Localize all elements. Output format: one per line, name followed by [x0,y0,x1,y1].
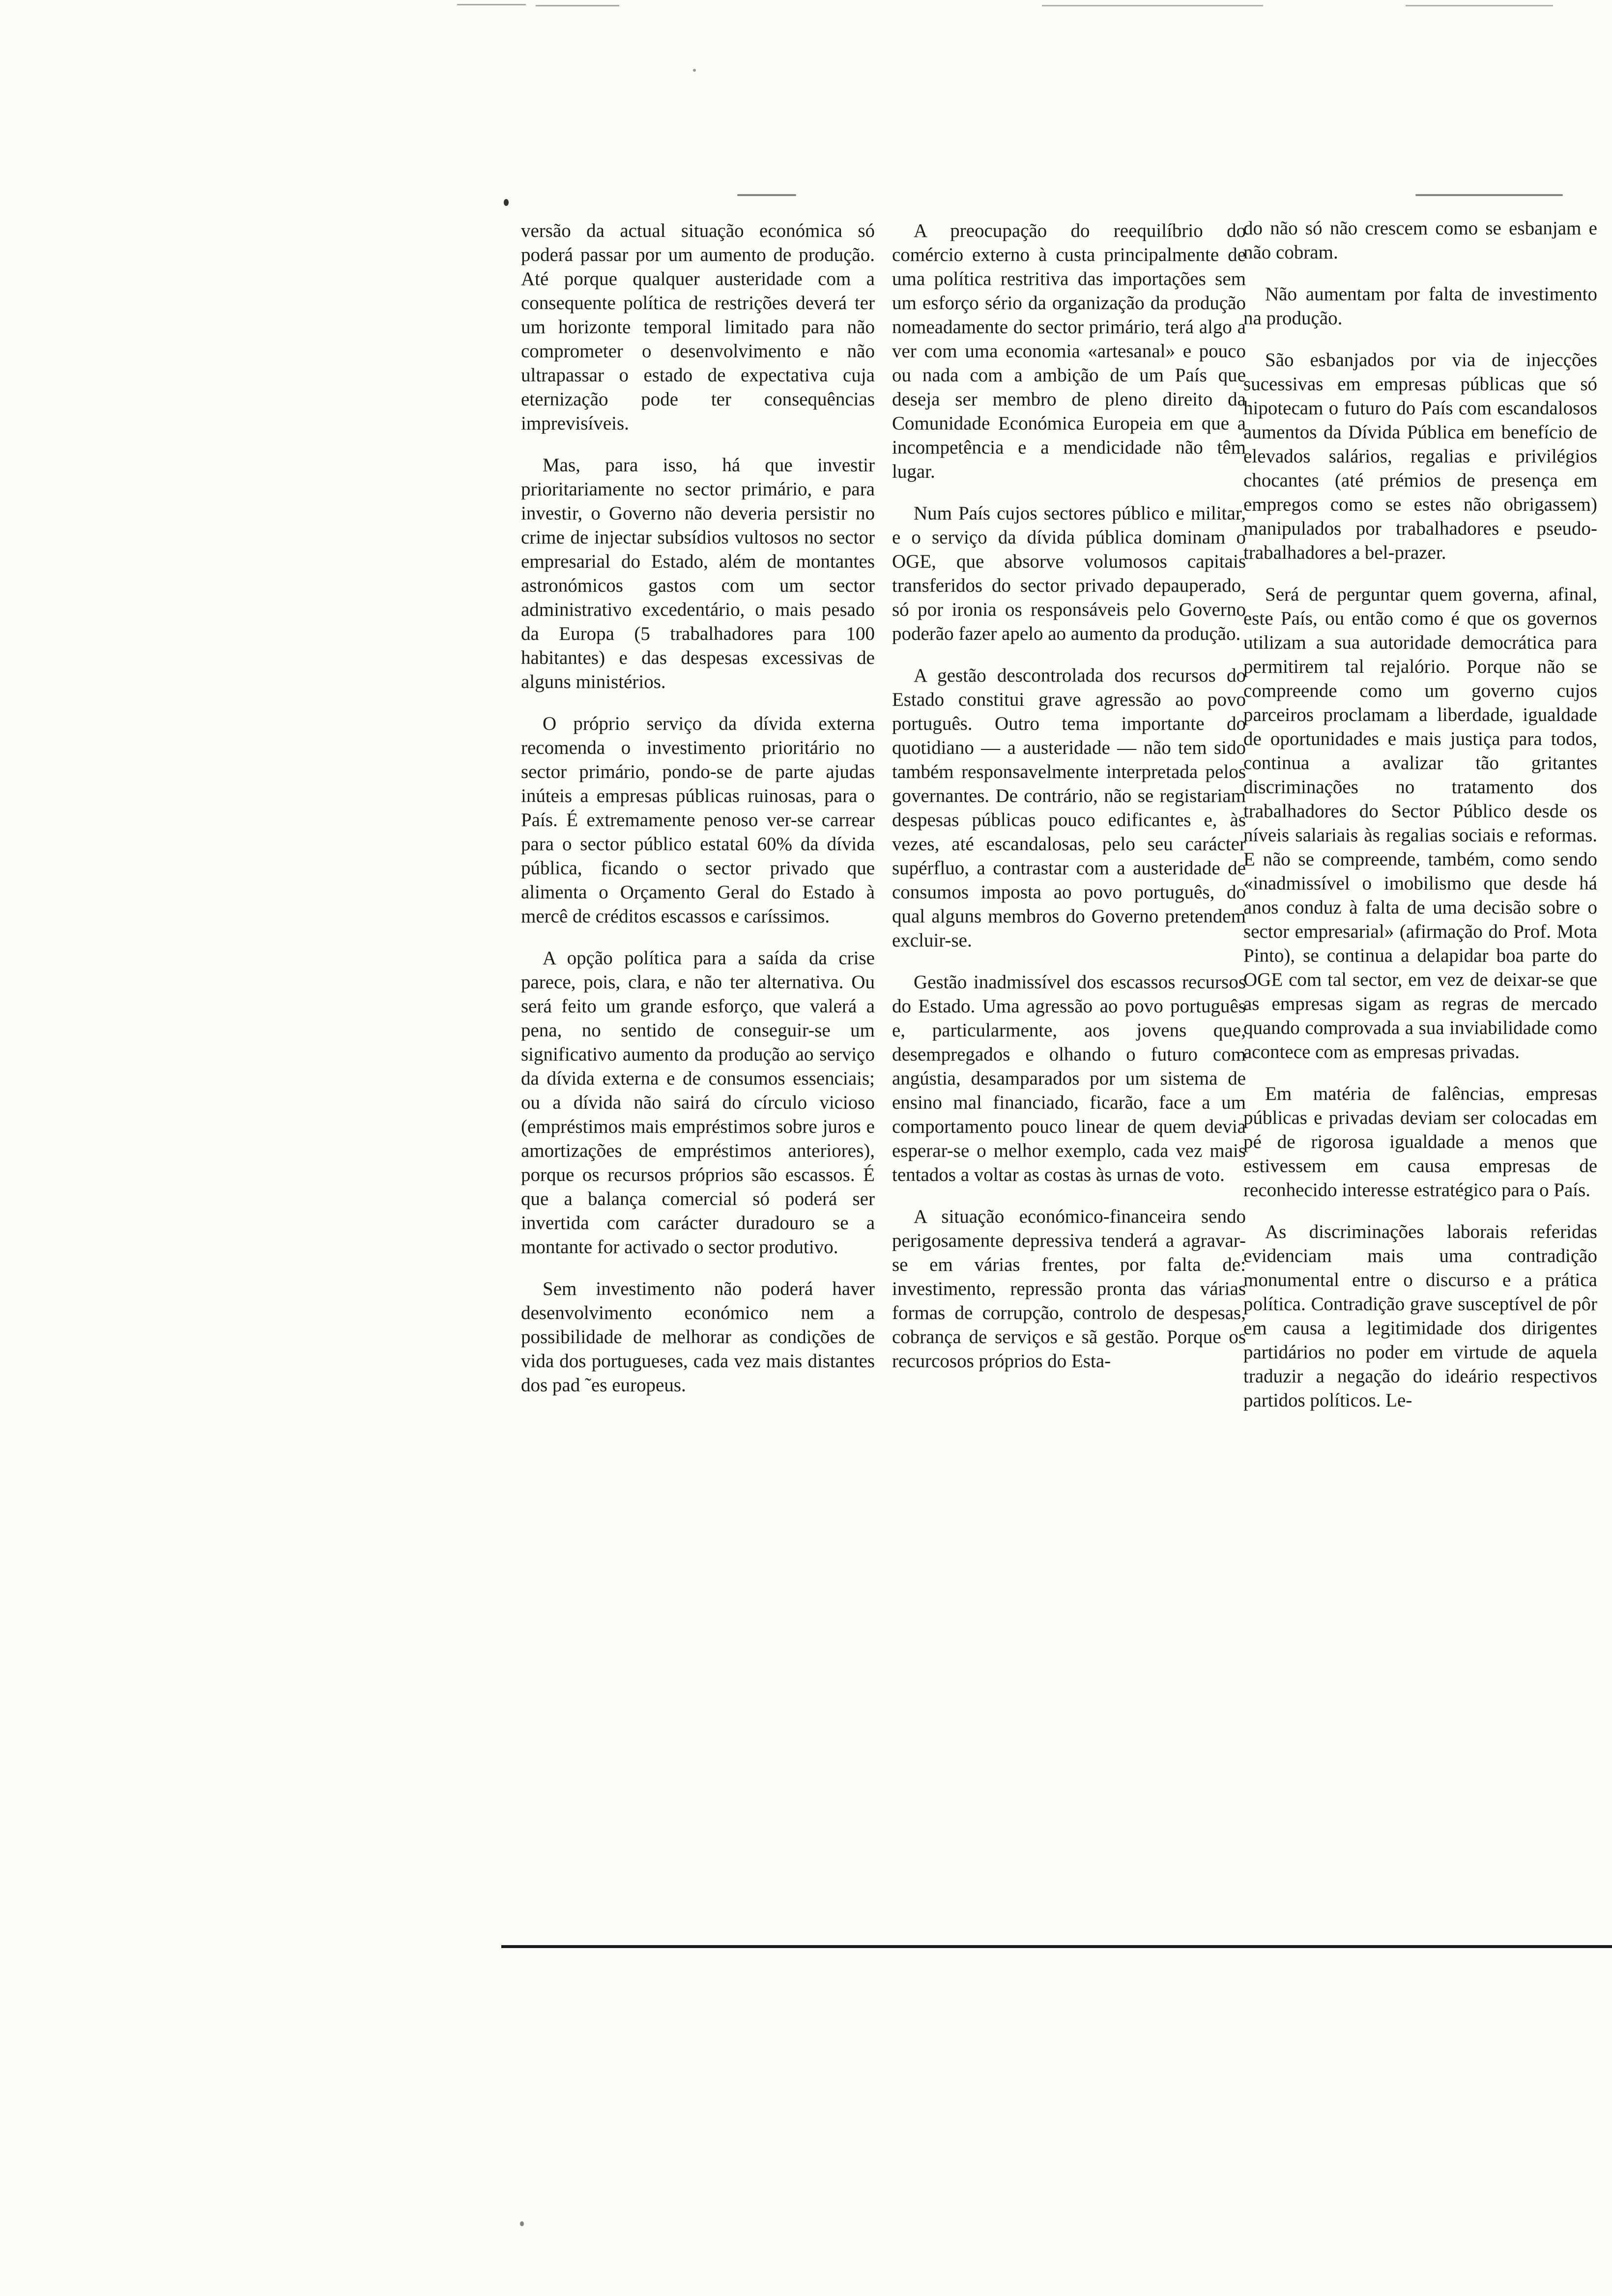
paragraph: O próprio serviço da dívida externa recomenda o investimento prioritário no sector primário, pondo-se de parte ajudas inúteis a empresas públicas ruinosas, para o País. É extremamente penoso ver-se carrear para o sector público estatal 60% da dívida pública, ficando o sector privado que alimenta o Orçamento Geral do Estado à mercê de créditos escassos e caríssimos. [521,713,875,927]
paragraph: As discriminações laborais referidas evidenciam mais uma contradição monumental entre o discurso e a prática política. Contradição grave susceptível de pôr em causa a legitimidade dos dirigentes partidários no poder em virtude de aquela traduzir a negação do ideário respectivos partidos políticos. Le- [1243,1221,1597,1411]
scan-speck [504,199,509,206]
paragraph: Gestão inadmissível dos escassos recursos do Estado. Uma agressão ao povo português e, particularmente, aos jovens que, desempregados e olhando o futuro com angústia, desamparados por um sistema de ensino mal financiado, ficarão, face a um comportamento pouco linear de quem devia esperar-se o melhor exemplo, cada vez mais tentados a voltar as costas às urnas de voto. [892,972,1246,1185]
article-column-3 [1243,216,1597,1430]
paragraph: Não aumentam por falta de investimento na produção. [1243,284,1597,329]
paragraph: A preocupação do reequilíbrio do comércio externo à custa principalmente de uma política restritiva das importações sem um esforço sério da organização da produção nomeadamente do sector primário, terá algo a ver com uma economia «artesanal» e pouco ou nada com a ambição de um País que deseja ser membro de pleno direito da Comunidade Económica Europeia em que a incompetência e a mendicidade não têm lugar. [892,220,1246,482]
scan-artifact-top-far-right [1406,5,1553,6]
scan-speck [1415,194,1563,196]
paragraph: São esbanjados por via de injecções sucessivas em empresas públicas que só hipotecam o futuro do País com escandalosos aumentos da Dívida Pública em benefício de elevados salários, regalias e privilégios chocantes (até prémios de presença em empregos como se estes não obrigassem) manipulados por trabalhadores e pseudo-trabalhadores a bel-prazer. [1243,349,1597,563]
paragraph: A gestão descontrolada dos recursos do Estado constitui grave agressão ao povo português. Outro tema importante do quotidiano — a austeridade — não tem sido também responsavelmente interpretada pelos governantes. De contrário, não se registariam despesas públicas pouco edificantes e, às vezes, até escandalosas, pelo seu carácter supérfluo, a contrastar com a austeridade de consumos imposta ao povo português, do qual alguns membros do Governo pretendem excluir-se. [892,665,1246,951]
paragraph: do não só não crescem como se esbanjam e não cobram. [1243,218,1597,263]
bottom-rule [501,1945,1612,1948]
paragraph: Será de perguntar quem governa, afinal, este País, ou então como é que os governos utilizam a sua autoridade democrática para permitirem tal rejalório. Porque não se compreende como um governo cujos parceiros proclamam a liberdade, igualdade de oportunidades e mais justiça para todos, continua a avalizar tão gritantes discriminações no tratamento dos trabalhadores do Sector Público desde os níveis salariais às regalias sociais e reformas. E não se compreende, também, como sendo «inadmissível o imobilismo que desde há anos conduz à falta de uma decisão sobre o sector empresarial» (afirmação do Prof. Mota Pinto), se continua a delapidar boa parte do OGE com tal sector, em vez de deixar-se que as empresas sigam as regras de mercado quando comprovada a sua inviabilidade como acontece com as empresas privadas. [1243,584,1597,1062]
article-column-1 [521,219,875,1415]
paragraph: Em matéria de falências, empresas públicas e privadas deviam ser colocadas em pé de rigorosa igualdade a menos que estivessem em causa empresas de reconhecido interesse estratégico para o País. [1243,1083,1597,1201]
paragraph: Mas, para isso, há que investir prioritariamente no sector primário, e para investir, o Governo não deveria persistir no crime de injectar subsídios vultosos no sector empresarial do Estado, além de montantes astronómicos gastos com um sector administrativo excedentário, o mais pesado da Europa (5 trabalhadores para 100 habitantes) e das despesas excessivas de alguns ministérios. [521,455,875,692]
scan-artifact-top-right [1042,5,1263,6]
scan-speck [737,194,796,196]
paragraph: A situação económico-financeira sendo perigosamente depressiva tenderá a agravar-se em várias frentes, por falta de: investimento, repressão pronta das várias formas de corrupção, controlo de despesas, cobrança de serviços e sã gestão. Porque os recurcosos próprios do Esta- [892,1206,1246,1372]
scan-artifact-top-center [536,5,619,6]
article-column-2 [892,219,1246,1391]
paragraph: A opção política para a saída da crise parece, pois, clara, e não ter alternativa. Ou será feito um grande esforço, que valerá a pena, no sentido de conseguir-se um significativo aumento da produção ao serviço da dívida externa e de consumos essenciais; ou a dívida não sairá do círculo vicioso (empréstimos mais empréstimos sobre juros e amortizações de empréstimos anteriores), porque os recursos próprios são escassos. É que a balança comercial só poderá ser invertida com carácter duradouro se a montante for activado o sector produtivo. [521,947,875,1258]
paragraph: versão da actual situação económica só poderá passar por um aumento de produção. Até porque qualquer austeridade com a consequente política de restrições deverá ter um horizonte temporal limitado para não comprometer o desenvolvimento e não ultrapassar o estado de expectativa cuja eternização pode ter consequências imprevisíveis. [521,220,875,434]
paragraph: Num País cujos sectores público e militar, e o serviço da dívida pública dominam o OGE, que absorve volumosos capitais transferidos do sector privado depauperado, só por ironia os responsáveis pelo Governo poderão fazer apelo ao aumento da produção. [892,503,1246,644]
scan-speck [520,2221,524,2226]
scan-artifact-top-left [457,4,526,5]
scan-speck [693,69,696,72]
paragraph: Sem investimento não poderá haver desenvolvimento económico nem a possibilidade de melhorar as condições de vida dos portugueses, cada vez mais distantes dos pad ˜es europeus. [521,1278,875,1396]
